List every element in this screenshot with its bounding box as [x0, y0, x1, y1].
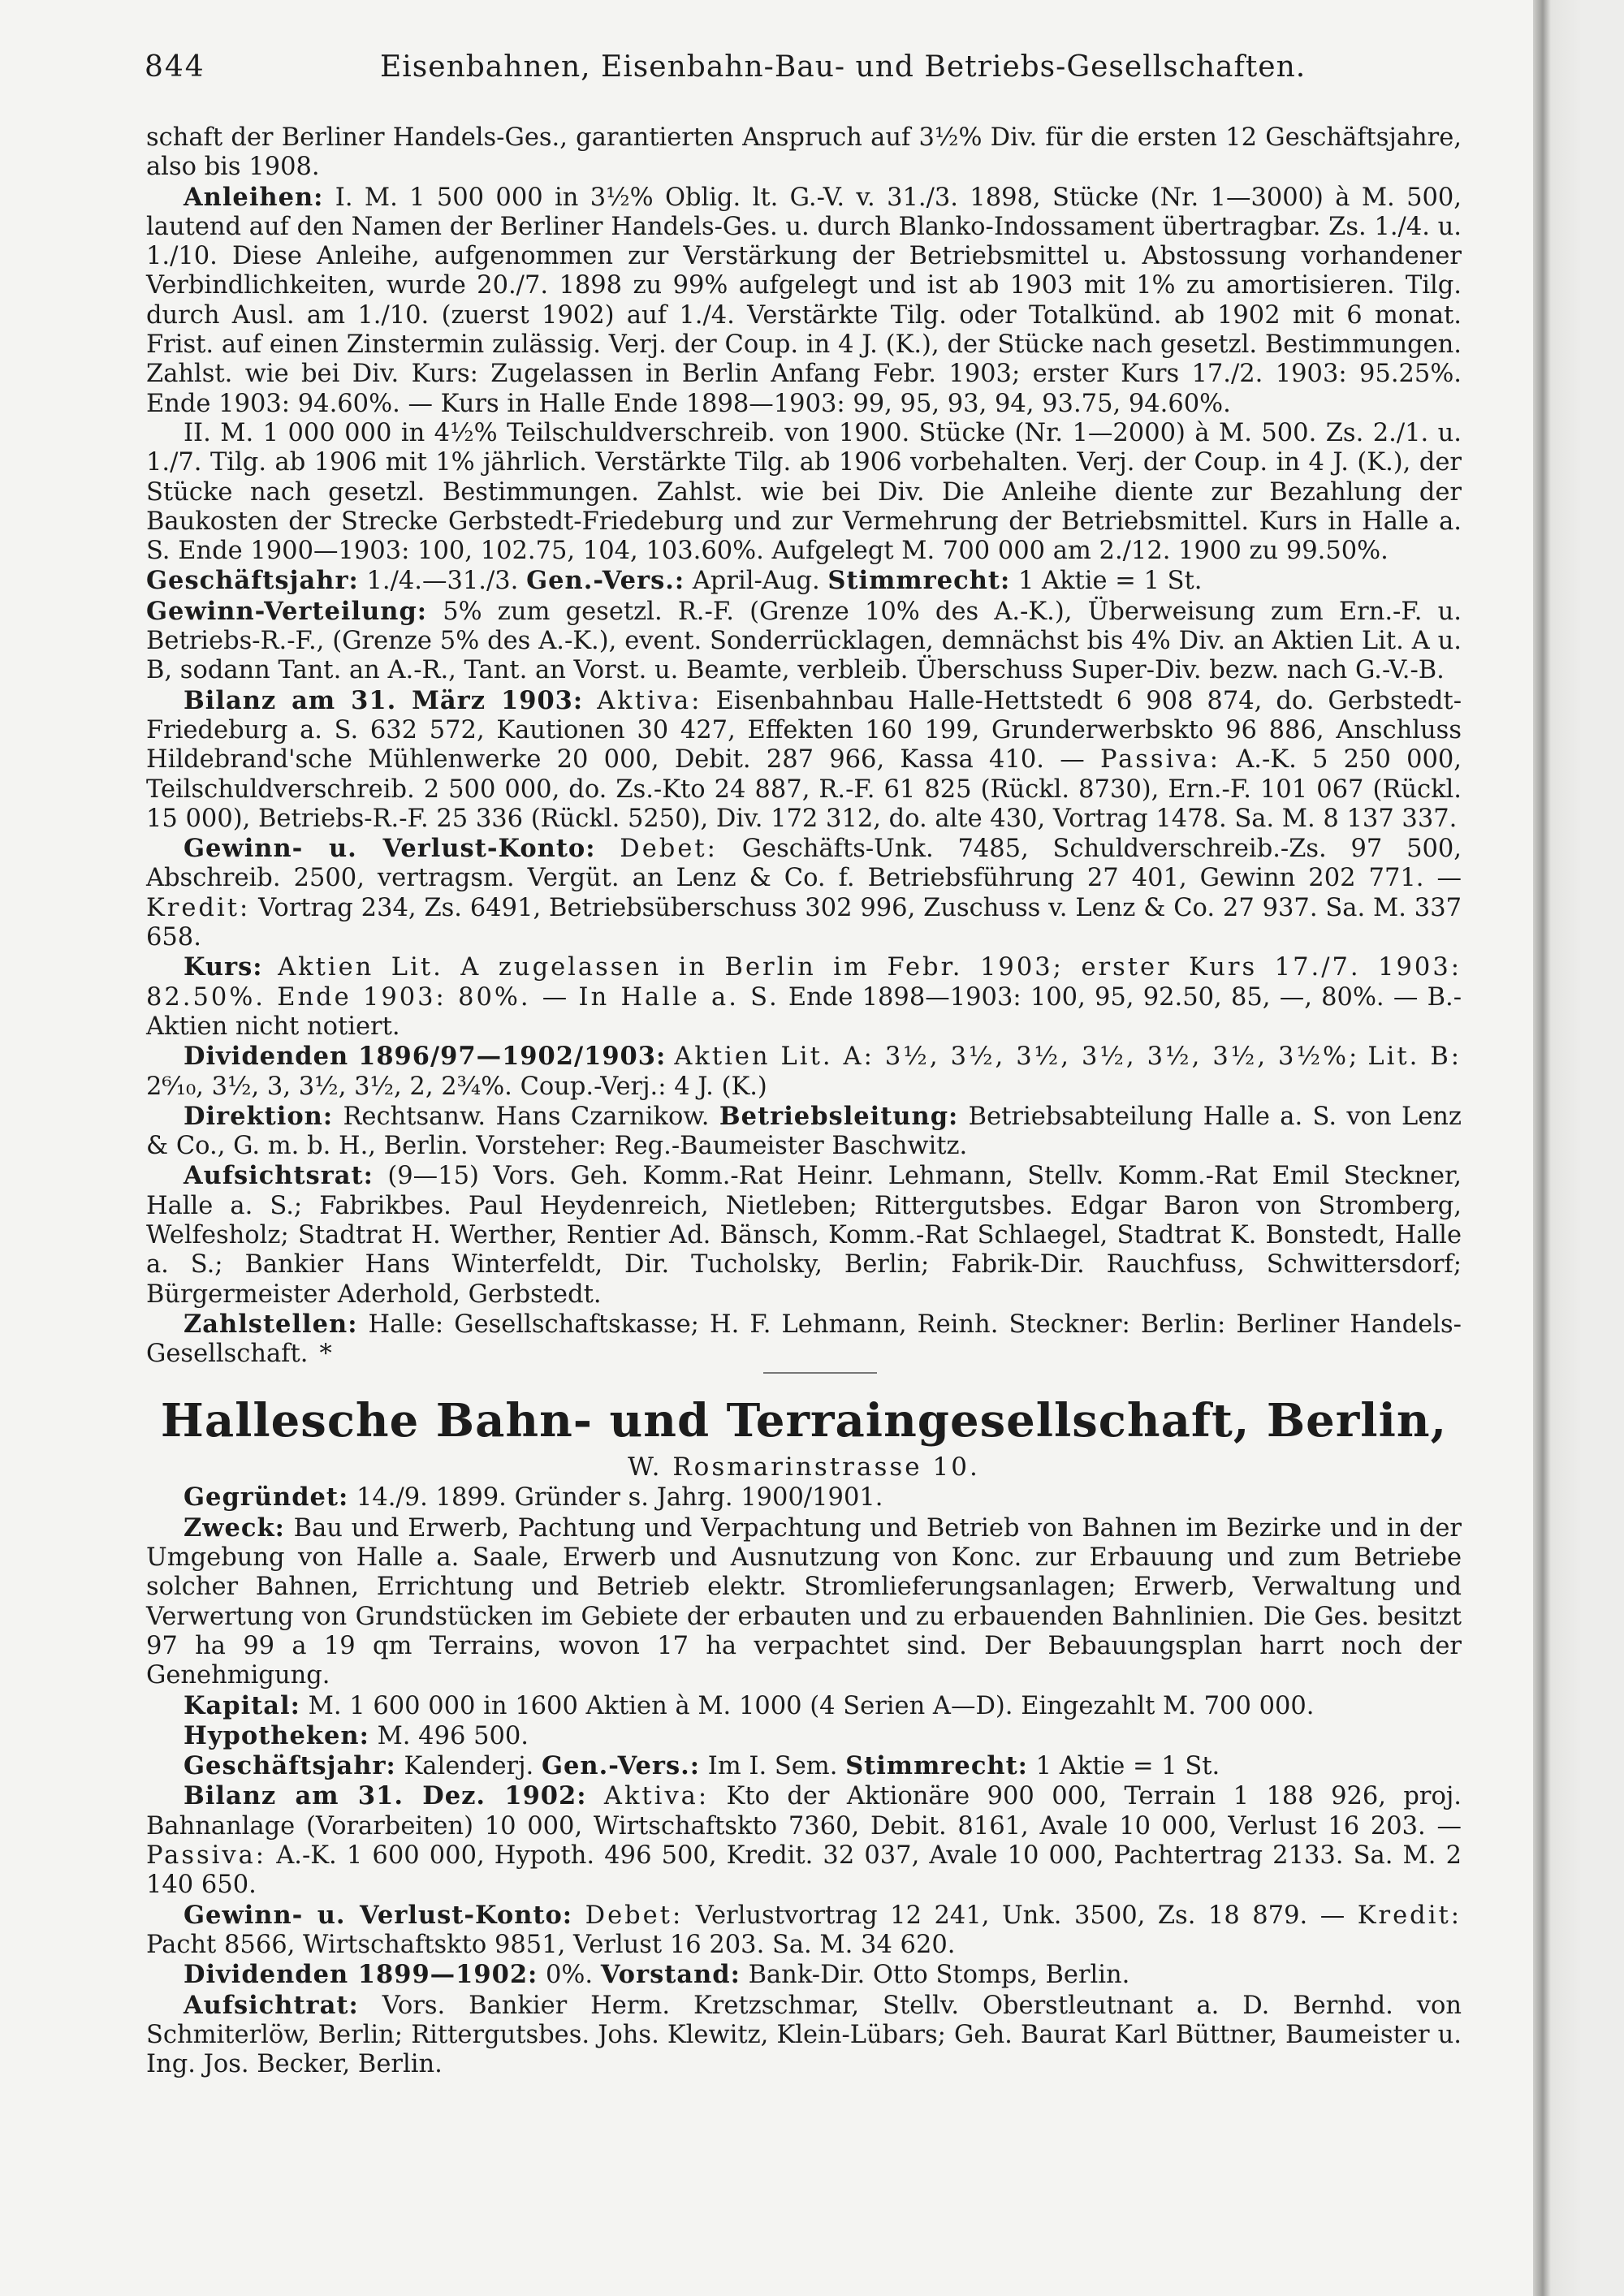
- div2-label: Dividenden 1899—1902:: [184, 1960, 538, 1990]
- aufsichtsrat-paragraph: [146, 1161, 1462, 1309]
- sr-label: Stimmrecht:: [827, 566, 1011, 596]
- bilanz-paragraph: [146, 686, 1462, 834]
- gv2-text: Im I. Sem.: [707, 1752, 838, 1781]
- kurs-text-b: Ende 1898—1903: 100, 95, 92.50, 85, —, 80%. — B.-Aktien nicht notiert.: [146, 982, 1462, 1041]
- company-address: W. Rosmarinstrasse 10.: [628, 1452, 980, 1482]
- asterisk-mark: *: [319, 1340, 332, 1369]
- zweck-text: Bau und Erwerb, Pachtung und Verpachtung und Betrieb von Bahnen im Bezirke und in der Umgebung von Halle a. Saale, Erwerb und Ausnutzung von Konc. zur Erbauung und zum Betriebe solcher Bahnen, Errichtung und Betrieb elektr. Stromlieferungsanlagen; Erwerb, Verwaltung und Verwertung von Grundstücken im Gebiete der erbauten und zu erbauenden Bahnlinien. Die Ges. besitzt 97 ha 99 a 19 qm Terrains, wovon 17 ha verpachtet sind. Der Bebauungsplan harrt noch der Genehmigung.: [146, 1513, 1462, 1690]
- gegr-label: Gegründet:: [184, 1482, 349, 1513]
- anleihen-paragraph: [146, 183, 1462, 419]
- div-text-b: 2⁶⁄₁₀, 3½, 3, 3½, 3½, 2, 2¾%. Coup.-Verj.: 4 J. (K.): [146, 1072, 767, 1101]
- ar2-text: Vors. Bankier Herm. Kretzschmar, Stellv. Oberstleutnant a. D. Bernhd. von Schmiterlöw, Berlin; Rittergutsbes. Johs. Klewitz, Klein-Lübars; Geh. Baurat Karl Büttner, Baumeister u. Ing. Jos. Becker, Berlin.: [146, 1991, 1462, 2079]
- sr2-text: 1 Aktie = 1 St.: [1035, 1752, 1220, 1781]
- hyp-label: Hypotheken:: [184, 1720, 369, 1750]
- gv-text: April-Aug.: [692, 567, 820, 596]
- guv2-kredit: Pacht 8566, Wirtschaftskto 9851, Verlust 16 203. Sa. M. 34 620.: [146, 1930, 956, 1959]
- div2-text: 0%.: [546, 1961, 594, 1990]
- dir-label: Direktion:: [184, 1101, 334, 1131]
- passiva2-word: Passiva:: [146, 1841, 267, 1871]
- ar-text: (9—15) Vors. Geh. Komm.-Rat Heinr. Lehmann, Stellv. Komm.-Rat Emil Steckner, Halle a. S.; Fabrikbes. Paul Heydenreich, Nietleben; Rittergutsbes. Edgar Baron von Stromberg, Welfesholz; Stadtrat H. Werther, Rentier Ad. Bänsch, Komm.-Rat Schlaegel, Stadtrat K. Bonstedt, Halle a. S.; Bankier Hans Winterfeldt, Dir. Tucholsky, Berlin; Fabrik-Dir. Rauchfuss, Schwittersdorf; Bürgermeister Aderhold, Gerbstedt.: [146, 1162, 1462, 1309]
- bilanz2-aktiva: Kto der Aktionäre 900 000, Terrain 1 188 926, proj. Bahnanlage (Vorarbeiten) 10 000, Wirtschaftskto 7360, Debit. 8161, Avale 10 000, Verlust 16 203. —: [146, 1782, 1462, 1841]
- gewinn-verteilung-paragraph: [146, 597, 1462, 686]
- ar-label: Aufsichtsrat:: [184, 1161, 374, 1191]
- gj2-label: Geschäftsjahr:: [184, 1751, 396, 1781]
- debet-word: Debet:: [620, 835, 718, 864]
- kap-text: M. 1 600 000 in 1600 Aktien à M. 1000 (4 Serien A—D). Eingezahlt M. 700 000.: [308, 1691, 1315, 1720]
- gegruendet-paragraph: [146, 1482, 1462, 1513]
- guv2-label: Gewinn- u. Verlust-Konto:: [184, 1900, 573, 1930]
- anleihen-text: I. M. 1 500 000 in 3½% Oblig. lt. G.-V. v. 31./3. 1898, Stücke (Nr. 1—3000) à M. 500, lautend auf den Namen der Berliner Handels-Ges. u. durch Blanko-Indossament übertragbar. Zs. 1./4. u. 1./10. Diese Anleihe, aufgenommen zur Verstärkung der Betriebsmittel u. Abstossung vorhandener Verbindlichkeiten, wurde 20./7. 1898 zu 99% aufgelegt und ist ab 1903 mit 1% zu amortisieren. Tilg. durch Ausl. am 1./10. (zuerst 1902) auf 1./4. Verstärkte Tilg. oder Totalkünd. ab 1902 mit 6 monat. Frist. auf einen Zinstermin zulässig. Verj. der Coup. in 4 J. (K.), der Stücke nach gesetzl. Bestimmungen. Zahlst. wie bei Div. Kurs: Zugelassen in Berlin Anfang Febr. 1903; erster Kurs 17./2. 1903: 95.25%. Ende 1903: 94.60%. — Kurs in Halle Ende 1898—1903: 99, 95, 93, 94, 93.75, 94.60%.: [146, 183, 1462, 418]
- intro-paragraph: [146, 123, 1462, 183]
- ar2-label: Aufsichtrat:: [184, 1990, 359, 2020]
- gv-label: Gen.-Vers.:: [526, 566, 685, 596]
- direktion-paragraph: [146, 1102, 1462, 1162]
- book-gutter-edge: [1533, 0, 1624, 2296]
- anleihe2-text: II. M. 1 000 000 in 4½% Teilschuldverschreib. von 1900. Stücke (Nr. 1—2000) à M. 500. Zs. 2./1. u. 1./7. Tilg. ab 1906 mit 1% jährlich. Verstärkte Tilg. ab 1906 vorbehalten. Verj. der Coup. in 4 J. (K.), der Stücke nach gesetzl. Bestimmungen. Zahlst. wie bei Div. Die Anleihe diente zur Bezahlung der Baukosten der Strecke Gerbstedt-Friedeburg und zur Vermehrung der Betriebsmittel. Kurs in Halle a. S. Ende 1900—1903: 100, 102.75, 104, 103.60%. Aufgelegt M. 700 000 am 2./12. 1900 zu 99.50%.: [146, 418, 1462, 566]
- page-number: 844: [145, 50, 205, 84]
- page-body: [146, 123, 1462, 2079]
- vorstand-label: Vorstand:: [600, 1960, 741, 1990]
- anleihe2-paragraph: [146, 419, 1462, 566]
- aktiva2-word: Aktiva:: [603, 1782, 710, 1811]
- sr2-label: Stimmrecht:: [845, 1751, 1028, 1781]
- kredit-word: Kredit:: [146, 893, 251, 922]
- bl-text: Betriebsabteilung Halle a. S. von Lenz & Co., G. m. b. H., Berlin. Vorsteher: Reg.-Baumeister Baschwitz.: [146, 1102, 1462, 1161]
- aufsichtsrat2-paragraph: [146, 1991, 1462, 2080]
- guv2-debet: Verlustvortrag 12 241, Unk. 3500, Zs. 18 879. —: [695, 1901, 1345, 1930]
- bilanz2-passiva: A.-K. 1 600 000, Hypoth. 496 500, Kredit. 32 037, Avale 10 000, Pachtertrag 2133. Sa. M. 2 140 650.: [146, 1841, 1462, 1900]
- gegr-text: 14./9. 1899. Gründer s. Jahrg. 1900/1901.: [356, 1483, 883, 1513]
- zs-label: Zahlstellen:: [184, 1309, 358, 1339]
- kurs-label: Kurs:: [184, 952, 263, 982]
- kredit2-word: Kredit:: [1357, 1901, 1462, 1930]
- div-lit-b: Lit. B:: [1367, 1042, 1462, 1072]
- zahlstellen-paragraph: [146, 1310, 1462, 1370]
- geschaeftsjahr-paragraph: [146, 566, 1462, 596]
- running-header: [145, 50, 1460, 96]
- dividenden-paragraph: [146, 1042, 1462, 1102]
- kapital-paragraph: [146, 1691, 1462, 1721]
- kap-label: Kapital:: [184, 1690, 300, 1720]
- kurs-paragraph: [146, 952, 1462, 1042]
- bilanz2-paragraph: [146, 1781, 1462, 1900]
- kurs-text-a: Aktien Lit. A zugelassen in Berlin im Febr. 1903; erster Kurs 17./7. 1903: 82.50%. Ende 1903: 80%. —: [146, 953, 1462, 1012]
- section-divider: [763, 1372, 877, 1374]
- guv2-paragraph: [146, 1901, 1462, 1961]
- gv2-label: Gen.-Vers.:: [541, 1751, 701, 1781]
- bilanz-passiva: A.-K. 5 250 000, Teilschuldverschreib. 2 500 000, do. Zs.-Kto 24 887, R.-F. 61 825 (Rückl. 8730), Ern.-F. 101 067 (Rückl. 15 000), Betriebs-R.-F. 25 336 (Rückl. 5250), Div. 172 312, do. alte 430, Vortrag 1478. Sa. M. 8 137 337.: [146, 745, 1462, 833]
- debet2-word: Debet:: [585, 1901, 684, 1930]
- hypotheken-paragraph: [146, 1721, 1462, 1751]
- gj-label: Geschäftsjahr:: [146, 566, 359, 596]
- guv-paragraph: [146, 834, 1462, 952]
- anleihen-label: Anleihen:: [184, 182, 324, 212]
- gewv-text: 5% zum gesetzl. R.-F. (Grenze 10% des A.-K.), Überweisung zum Ern.-F. u. Betriebs-R.-F., (Grenze 5% des A.-K.), event. Sonderrücklagen, demnächst bis 4% Div. an Aktien Lit. A u. B, sodann Tant. an A.-R., Tant. an Vorst. u. Beamte, verbleib. Überschuss Super-Div. bezw. nach G.-V.-B.: [146, 597, 1462, 685]
- zweck-label: Zweck:: [184, 1513, 285, 1543]
- guv-debet: Geschäfts-Unk. 7485, Schuldverschreib.-Zs. 97 500, Abschreib. 2500, vertragsm. Vergüt. an Lenz & Co. f. Betriebsführung 27 401, Gewinn 202 771. —: [146, 835, 1462, 893]
- running-title: Eisenbahnen, Eisenbahn-Bau- und Betriebs-Gesellschaften.: [380, 50, 1307, 84]
- geschaeftsjahr2-paragraph: [146, 1751, 1462, 1781]
- gj2-text: Kalenderj.: [404, 1752, 534, 1781]
- hyp-text: M. 496 500.: [377, 1721, 529, 1750]
- div-label: Dividenden 1896/97—1902/1903:: [184, 1042, 667, 1072]
- vorstand-text: Bank-Dir. Otto Stomps, Berlin.: [748, 1961, 1130, 1990]
- div-text-a: Aktien Lit. A: 3½, 3½, 3½, 3½, 3½, 3½, 3½%;: [674, 1042, 1360, 1072]
- guv-label: Gewinn- u. Verlust-Konto:: [184, 834, 596, 864]
- guv-kredit: Vortrag 234, Zs. 6491, Betriebsüberschuss 302 996, Zuschuss v. Lenz & Co. 27 937. Sa. M. 337 658.: [146, 893, 1462, 952]
- dir-text: Rechtsanw. Hans Czarnikow.: [343, 1102, 710, 1131]
- sr-text: 1 Aktie = 1 St.: [1017, 567, 1203, 596]
- bilanz-aktiva: Eisenbahnbau Halle-Hettstedt 6 908 874, do. Gerbstedt-Friedeburg a. S. 632 572, Kautionen 30 427, Effekten 160 199, Grunderwerbskto 96 886, Anschluss Hildebrand'sche Mühlenwerke 20 000, Debit. 287 966, Kassa 410. —: [146, 686, 1462, 775]
- zs-text: Halle: Gesellschaftskasse; H. F. Lehmann, Reinh. Steckner: Berlin: Berliner Handels-Gesellschaft.: [146, 1310, 1462, 1369]
- bl-label: Betriebsleitung:: [719, 1101, 959, 1131]
- passiva-word: Passiva:: [1099, 745, 1221, 775]
- aktiva-word: Aktiva:: [597, 686, 702, 715]
- bilanz-label: Bilanz am 31. März 1903:: [184, 685, 584, 715]
- intro-text: schaft der Berliner Handels-Ges., garantierten Anspruch auf 3½% Div. für die ersten 12 Geschäftsjahre, also bis 1908.: [146, 123, 1462, 182]
- gewv-label: Gewinn-Verteilung:: [146, 596, 428, 626]
- bilanz2-label: Bilanz am 31. Dez. 1902:: [184, 1781, 587, 1811]
- dividenden2-paragraph: [146, 1960, 1462, 1990]
- kurs-halle: In Halle a. S.: [578, 982, 780, 1012]
- zweck-paragraph: [146, 1513, 1462, 1691]
- company-title: Hallesche Bahn- und Terraingesellschaft, Berlin,: [160, 1394, 1448, 1448]
- gj-text: 1./4.—31./3.: [366, 567, 519, 596]
